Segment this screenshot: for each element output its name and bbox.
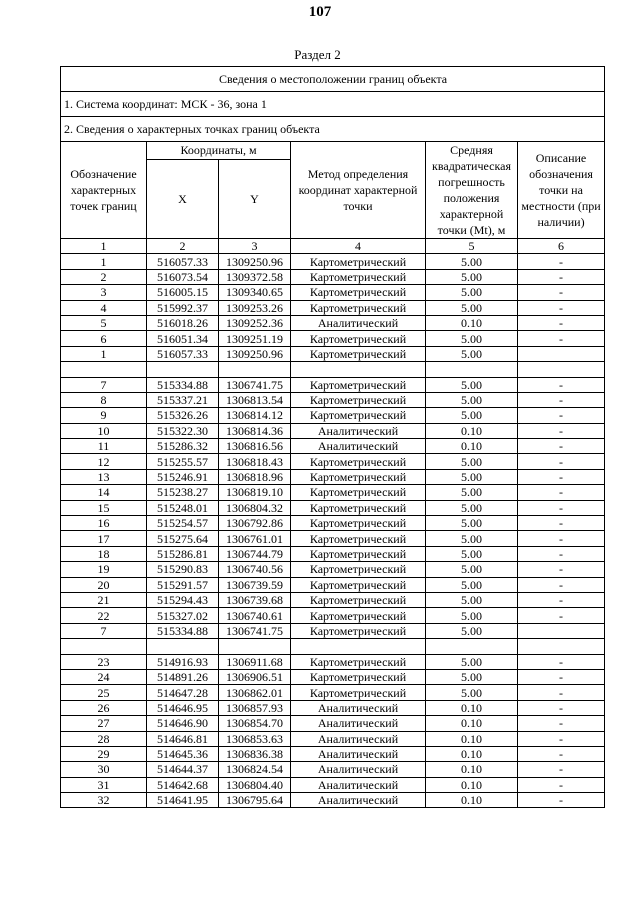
- description: -: [518, 377, 605, 392]
- method: Картометрический: [291, 654, 426, 669]
- point-number: 19: [61, 562, 147, 577]
- header-x: X: [147, 159, 219, 238]
- point-number: 15: [61, 500, 147, 515]
- column-number: 4: [291, 239, 426, 254]
- accuracy: 5.00: [426, 531, 518, 546]
- accuracy: 0.10: [426, 793, 518, 808]
- point-number: 14: [61, 485, 147, 500]
- point-number: 26: [61, 700, 147, 715]
- description: -: [518, 793, 605, 808]
- point-number: 4: [61, 300, 147, 315]
- table-row: [61, 685, 605, 700]
- description: -: [518, 562, 605, 577]
- description: -: [518, 746, 605, 761]
- method: Аналитический: [291, 777, 426, 792]
- column-number: 2: [147, 239, 219, 254]
- accuracy: 0.10: [426, 762, 518, 777]
- table-row: [61, 716, 605, 731]
- method: Картометрический: [291, 331, 426, 346]
- table-row: [61, 469, 605, 484]
- coord-x: 516051.34: [147, 331, 219, 346]
- coord-x: 514916.93: [147, 654, 219, 669]
- description: -: [518, 546, 605, 561]
- method: Картометрический: [291, 516, 426, 531]
- accuracy: 0.10: [426, 777, 518, 792]
- coord-x: 515275.64: [147, 531, 219, 546]
- description: -: [518, 592, 605, 607]
- table-row: [61, 285, 605, 300]
- header-point: Обозначение характерных точек границ: [61, 142, 147, 239]
- column-numbers-row: [61, 239, 605, 254]
- table-row: [61, 423, 605, 438]
- coord-y: 1306816.56: [219, 439, 291, 454]
- description: -: [518, 469, 605, 484]
- description: -: [518, 392, 605, 407]
- accuracy: 5.00: [426, 577, 518, 592]
- point-number: 17: [61, 531, 147, 546]
- coord-y: 1306739.59: [219, 577, 291, 592]
- method: Картометрический: [291, 608, 426, 623]
- method: Картометрический: [291, 408, 426, 423]
- description: -: [518, 531, 605, 546]
- coord-x: 515294.43: [147, 592, 219, 607]
- coord-y: 1309250.96: [219, 346, 291, 361]
- method: Картометрический: [291, 454, 426, 469]
- coord-x: 514644.37: [147, 762, 219, 777]
- description: -: [518, 485, 605, 500]
- empty-cell: [61, 639, 147, 654]
- method: Картометрический: [291, 300, 426, 315]
- coord-y: 1306795.64: [219, 793, 291, 808]
- header-coords: Координаты, м: [147, 142, 291, 160]
- point-number: 12: [61, 454, 147, 469]
- points-title: 2. Сведения о характерных точках границ объекта: [61, 117, 605, 142]
- accuracy: 5.00: [426, 669, 518, 684]
- coord-x: 515337.21: [147, 392, 219, 407]
- description: -: [518, 315, 605, 330]
- coord-x: 515327.02: [147, 608, 219, 623]
- method: Картометрический: [291, 254, 426, 269]
- coord-x: 515286.32: [147, 439, 219, 454]
- header-y: Y: [219, 159, 291, 238]
- coord-x: 514646.81: [147, 731, 219, 746]
- table-row: [61, 531, 605, 546]
- column-number: 1: [61, 239, 147, 254]
- method: Картометрический: [291, 392, 426, 407]
- point-number: 21: [61, 592, 147, 607]
- description: -: [518, 439, 605, 454]
- point-number: 8: [61, 392, 147, 407]
- description: -: [518, 716, 605, 731]
- table-row: [61, 500, 605, 515]
- coord-y: 1309253.26: [219, 300, 291, 315]
- description: -: [518, 777, 605, 792]
- coord-y: 1306911.68: [219, 654, 291, 669]
- method: Аналитический: [291, 762, 426, 777]
- description: -: [518, 762, 605, 777]
- coord-y: 1306804.40: [219, 777, 291, 792]
- table-row: [61, 516, 605, 531]
- coord-x: 515992.37: [147, 300, 219, 315]
- coord-y: 1306824.54: [219, 762, 291, 777]
- boundary-points-table: [60, 66, 605, 808]
- table-row: [61, 346, 605, 361]
- coord-y: 1309372.58: [219, 269, 291, 284]
- coord-y: 1306813.54: [219, 392, 291, 407]
- table-row: [61, 408, 605, 423]
- accuracy: 0.10: [426, 716, 518, 731]
- description: -: [518, 608, 605, 623]
- accuracy: 5.00: [426, 500, 518, 515]
- method: Аналитический: [291, 423, 426, 438]
- coord-x: 514645.36: [147, 746, 219, 761]
- coord-y: 1306744.79: [219, 546, 291, 561]
- description: -: [518, 577, 605, 592]
- point-number: 23: [61, 654, 147, 669]
- table-row: [61, 454, 605, 469]
- accuracy: 5.00: [426, 454, 518, 469]
- table-row: [61, 254, 605, 269]
- method: Картометрический: [291, 623, 426, 638]
- accuracy: 0.10: [426, 315, 518, 330]
- point-number: 1: [61, 346, 147, 361]
- accuracy: 0.10: [426, 700, 518, 715]
- accuracy: 5.00: [426, 300, 518, 315]
- table-row: [61, 669, 605, 684]
- table-row: [61, 331, 605, 346]
- accuracy: 5.00: [426, 516, 518, 531]
- column-number: 3: [219, 239, 291, 254]
- accuracy: 5.00: [426, 592, 518, 607]
- method: Картометрический: [291, 377, 426, 392]
- empty-cell: [518, 362, 605, 377]
- coord-y: 1306854.70: [219, 716, 291, 731]
- point-number: 22: [61, 608, 147, 623]
- table-row: [61, 300, 605, 315]
- description: [518, 346, 605, 361]
- accuracy: 5.00: [426, 546, 518, 561]
- coord-x: 514641.95: [147, 793, 219, 808]
- coord-y: 1306818.96: [219, 469, 291, 484]
- description: -: [518, 500, 605, 515]
- coord-x: 515291.57: [147, 577, 219, 592]
- coord-x: 515326.26: [147, 408, 219, 423]
- coord-y: 1306814.36: [219, 423, 291, 438]
- table-row: [61, 793, 605, 808]
- coord-y: 1306862.01: [219, 685, 291, 700]
- point-number: 10: [61, 423, 147, 438]
- table-row: [61, 392, 605, 407]
- table-row: [61, 623, 605, 638]
- description: -: [518, 254, 605, 269]
- coord-y: 1306814.12: [219, 408, 291, 423]
- description: -: [518, 669, 605, 684]
- empty-cell: [291, 362, 426, 377]
- accuracy: 5.00: [426, 254, 518, 269]
- point-number: 32: [61, 793, 147, 808]
- coord-x: 515246.91: [147, 469, 219, 484]
- coord-y: 1306741.75: [219, 623, 291, 638]
- accuracy: 5.00: [426, 469, 518, 484]
- description: -: [518, 654, 605, 669]
- empty-cell: [518, 639, 605, 654]
- table-row: [61, 562, 605, 577]
- description: -: [518, 408, 605, 423]
- separator-row: [61, 639, 605, 654]
- empty-cell: [219, 639, 291, 654]
- description: -: [518, 454, 605, 469]
- table-row: [61, 377, 605, 392]
- accuracy: 5.00: [426, 377, 518, 392]
- point-number: 28: [61, 731, 147, 746]
- coord-y: 1306740.61: [219, 608, 291, 623]
- section-label: Раздел 2: [294, 47, 341, 62]
- empty-cell: [426, 639, 518, 654]
- coord-x: 515290.83: [147, 562, 219, 577]
- coord-y: 1306740.56: [219, 562, 291, 577]
- coord-y: 1306853.63: [219, 731, 291, 746]
- method: Аналитический: [291, 746, 426, 761]
- point-number: 3: [61, 285, 147, 300]
- empty-cell: [147, 362, 219, 377]
- accuracy: 5.00: [426, 346, 518, 361]
- coord-x: 516018.26: [147, 315, 219, 330]
- table-row: [61, 608, 605, 623]
- accuracy: 5.00: [426, 623, 518, 638]
- accuracy: 5.00: [426, 654, 518, 669]
- header-description: Описание обозначения точки на местности (при наличии): [518, 142, 605, 239]
- description: -: [518, 423, 605, 438]
- coord-y: 1309251.19: [219, 331, 291, 346]
- description: -: [518, 685, 605, 700]
- coord-x: 515238.27: [147, 485, 219, 500]
- coord-y: 1306836.38: [219, 746, 291, 761]
- header-method: Метод определения координат характерной точки: [291, 142, 426, 239]
- empty-cell: [147, 639, 219, 654]
- coord-y: 1309250.96: [219, 254, 291, 269]
- method: Картометрический: [291, 669, 426, 684]
- method: Аналитический: [291, 793, 426, 808]
- method: Картометрический: [291, 562, 426, 577]
- coord-x: 514647.28: [147, 685, 219, 700]
- description: -: [518, 300, 605, 315]
- coord-y: 1309340.65: [219, 285, 291, 300]
- accuracy: 5.00: [426, 562, 518, 577]
- coord-x: 515334.88: [147, 377, 219, 392]
- description: -: [518, 731, 605, 746]
- empty-cell: [291, 639, 426, 654]
- coord-y: 1309252.36: [219, 315, 291, 330]
- method: Картометрический: [291, 685, 426, 700]
- method: Аналитический: [291, 716, 426, 731]
- accuracy: 5.00: [426, 408, 518, 423]
- point-number: 25: [61, 685, 147, 700]
- accuracy: 5.00: [426, 285, 518, 300]
- accuracy: 0.10: [426, 439, 518, 454]
- coord-x: 515254.57: [147, 516, 219, 531]
- description: -: [518, 516, 605, 531]
- coord-y: 1306819.10: [219, 485, 291, 500]
- point-number: 18: [61, 546, 147, 561]
- coord-x: 515248.01: [147, 500, 219, 515]
- coord-x: 514646.90: [147, 716, 219, 731]
- coord-y: 1306906.51: [219, 669, 291, 684]
- point-number: 7: [61, 623, 147, 638]
- point-number: 13: [61, 469, 147, 484]
- coord-y: 1306792.86: [219, 516, 291, 531]
- table-row: [61, 731, 605, 746]
- method: Картометрический: [291, 531, 426, 546]
- point-number: 29: [61, 746, 147, 761]
- coord-x: 515286.81: [147, 546, 219, 561]
- description: -: [518, 700, 605, 715]
- point-number: 27: [61, 716, 147, 731]
- table-row: [61, 546, 605, 561]
- point-number: 1: [61, 254, 147, 269]
- point-number: 7: [61, 377, 147, 392]
- method: Картометрический: [291, 346, 426, 361]
- accuracy: 5.00: [426, 685, 518, 700]
- header-accuracy: Средняя квадратическая погрешность положения характерной точки (Mt), м: [426, 142, 518, 239]
- table-row: [61, 315, 605, 330]
- point-number: 30: [61, 762, 147, 777]
- coord-y: 1306741.75: [219, 377, 291, 392]
- coord-y: 1306761.01: [219, 531, 291, 546]
- column-number: 5: [426, 239, 518, 254]
- accuracy: 5.00: [426, 608, 518, 623]
- point-number: 11: [61, 439, 147, 454]
- description: [518, 623, 605, 638]
- method: Картометрический: [291, 469, 426, 484]
- method: Картометрический: [291, 546, 426, 561]
- method: Картометрический: [291, 592, 426, 607]
- table-row: [61, 592, 605, 607]
- coord-y: 1306857.93: [219, 700, 291, 715]
- coord-x: 514642.68: [147, 777, 219, 792]
- point-number: 16: [61, 516, 147, 531]
- coord-x: 514646.95: [147, 700, 219, 715]
- coord-x: 516057.33: [147, 254, 219, 269]
- coord-x: 515334.88: [147, 623, 219, 638]
- coord-system: 1. Система координат: МСК - 36, зона 1: [61, 92, 605, 117]
- method: Аналитический: [291, 439, 426, 454]
- coord-x: 516005.15: [147, 285, 219, 300]
- point-number: 24: [61, 669, 147, 684]
- coord-x: 515322.30: [147, 423, 219, 438]
- table-row: [61, 577, 605, 592]
- accuracy: 5.00: [426, 485, 518, 500]
- empty-cell: [426, 362, 518, 377]
- table-row: [61, 762, 605, 777]
- method: Аналитический: [291, 731, 426, 746]
- method: Картометрический: [291, 500, 426, 515]
- point-number: 31: [61, 777, 147, 792]
- point-number: 5: [61, 315, 147, 330]
- accuracy: 5.00: [426, 331, 518, 346]
- description: -: [518, 331, 605, 346]
- coord-x: 515255.57: [147, 454, 219, 469]
- coord-y: 1306739.68: [219, 592, 291, 607]
- table-row: [61, 439, 605, 454]
- page-number: 107: [308, 4, 332, 20]
- coord-x: 514891.26: [147, 669, 219, 684]
- accuracy: 5.00: [426, 269, 518, 284]
- table-row: [61, 700, 605, 715]
- description: -: [518, 269, 605, 284]
- method: Картометрический: [291, 485, 426, 500]
- coord-x: 516057.33: [147, 346, 219, 361]
- method: Картометрический: [291, 577, 426, 592]
- accuracy: 5.00: [426, 392, 518, 407]
- accuracy: 0.10: [426, 423, 518, 438]
- table-row: [61, 654, 605, 669]
- point-number: 20: [61, 577, 147, 592]
- separator-row: [61, 362, 605, 377]
- empty-cell: [219, 362, 291, 377]
- empty-cell: [61, 362, 147, 377]
- table-row: [61, 485, 605, 500]
- method: Аналитический: [291, 700, 426, 715]
- coord-y: 1306818.43: [219, 454, 291, 469]
- method: Аналитический: [291, 315, 426, 330]
- column-number: 6: [518, 239, 605, 254]
- table-title: Сведения о местоположении границ объекта: [61, 67, 605, 92]
- method: Картометрический: [291, 285, 426, 300]
- accuracy: 0.10: [426, 746, 518, 761]
- point-number: 9: [61, 408, 147, 423]
- accuracy: 0.10: [426, 731, 518, 746]
- coord-y: 1306804.32: [219, 500, 291, 515]
- table-row: [61, 746, 605, 761]
- method: Картометрический: [291, 269, 426, 284]
- table-row: [61, 777, 605, 792]
- point-number: 2: [61, 269, 147, 284]
- description: -: [518, 285, 605, 300]
- point-number: 6: [61, 331, 147, 346]
- coord-x: 516073.54: [147, 269, 219, 284]
- table-row: [61, 269, 605, 284]
